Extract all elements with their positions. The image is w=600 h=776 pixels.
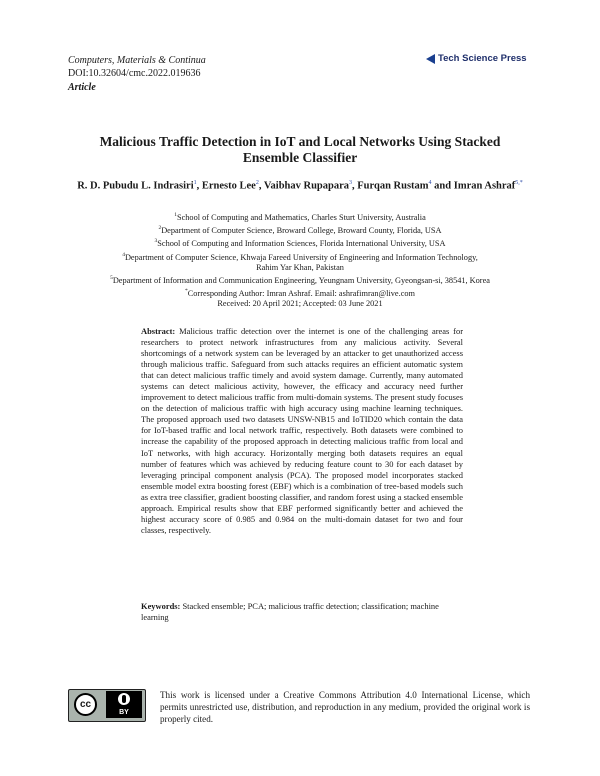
author-list: R. D. Pubudu L. Indrasiri$^1$, Ernesto Lee$^2$, Vaibhav Rupapara$^3$, Furqan Rustam$^4$ and Imran Ashraf$^{5,*}$ xyxy=(77,180,523,192)
doi[interactable]: DOI:10.32604/cmc.2022.019636 xyxy=(68,68,201,79)
affil-mark: 1 xyxy=(174,212,177,218)
author-affil-mark[interactable]: 5,* xyxy=(515,180,523,186)
affil-mark: 4 xyxy=(122,251,125,258)
affil-text: School of Computing and Mathematics, Charles Sturt University, Australia xyxy=(176,212,426,222)
license-text: This work is licensed under a Creative Commons Attribution 4.0 International License, which permits unrestricted use, distribution, and reproduction in any medium, provided the original work is properly cited. xyxy=(160,690,530,724)
abstract-label: Abstract: xyxy=(141,326,176,336)
affil-text: School of Computing and Information Sciences, Florida International University, USA xyxy=(157,239,446,249)
author-affil-mark[interactable]: 2 xyxy=(255,180,259,186)
author-name: Vaibhav Rupapara xyxy=(263,180,350,192)
affil-text: Department of Computer Science, Khwaja Fareed University of Engineering and Information Technology, xyxy=(124,252,478,262)
publisher-name: Tech Science Press xyxy=(438,53,527,64)
keywords-label: Keywords: xyxy=(141,601,181,611)
keywords-text: Stacked ensemble; PCA; malicious traffic detection; classification; machine learning xyxy=(141,601,439,623)
abstract-text: Malicious traffic detection over the internet is one of the challenging areas for researchers to protect network infrastructures from any malicious activity. Several shortcomings of a network system can be leveraged by an attacker to get unauthorized access through malicious traffic. Safeguard from such attacks requires an efficient automatic system that can detect malicious traffic timely and avoid system damage. Currently, many automated systems can detect malicious activity, however, the efficacy and accuracy need further improvement to detect malicious traffic from multi-domain systems. The present study focuses on the detection of malicious traffic with high accuracy using machine learning techniques. The proposed approach used two datasets UNSW-NB15 and IoTID20 which contain the data for IoT-based traffic and local network traffic, respectively. Both datasets were combined to increase the capability of the proposed approach in detecting malicious traffic from local and IoT networks, with high accuracy. Horizontally merging both datasets requires an equal number of features which was achieved by reducing feature count to 30 for each dataset by leveraging principal component analysis (PCA). The proposed model incorporates stacked ensemble model extra boosting forest (EBF) which is a combination of tree-based models such as extra tree classifier, gradient boosting classifier, and random forest using a stacked ensemble approach. Empirical results show that EBF performed significantly better and achieved the highest accuracy score of 0.985 and 0.984 on the multi-domain dataset for two and four classes, respectively. xyxy=(141,326,463,535)
by-label: BY xyxy=(119,709,129,716)
affiliation-line xyxy=(60,250,540,263)
article-type: Article xyxy=(68,82,96,93)
affil-text: Rahim Yar Khan, Pakistan xyxy=(256,262,344,272)
affil-mark: 2 xyxy=(158,225,162,232)
affil-mark: 3 xyxy=(154,238,158,245)
affiliation-line xyxy=(60,210,540,223)
publisher-arrow-icon xyxy=(426,54,435,64)
journal-name: Computers, Materials & Continua xyxy=(68,55,206,66)
affil-mark: * xyxy=(185,288,188,295)
affil-text: Received: 20 April 2021; Accepted: 03 June 2021 xyxy=(217,299,383,309)
author-affil-mark[interactable]: 3 xyxy=(349,180,353,186)
received-accepted-dates xyxy=(60,299,540,309)
abstract xyxy=(141,326,463,536)
cc-icon: cc xyxy=(74,693,97,716)
attribution-person-icon xyxy=(118,693,130,705)
affil-text: Department of Computer Science, Broward College, Broward County, Florida, USA xyxy=(161,225,442,235)
author-name: Ernesto Lee xyxy=(201,180,256,192)
title-line: Malicious Traffic Detection in IoT and Local Networks Using Stacked xyxy=(99,134,501,149)
affiliation-line xyxy=(60,236,540,249)
corresponding-author[interactable] xyxy=(60,286,540,299)
title-line: Ensemble Classifier xyxy=(242,150,358,165)
cc-by-badge[interactable] xyxy=(68,689,146,722)
affil-text: Department of Information and Communication Engineering, Yeungnam University, Gyeongsan-si, 38541, Korea xyxy=(112,275,490,285)
author-affil-mark[interactable]: 4 xyxy=(428,180,432,186)
author-name: Furqan Rustam xyxy=(357,180,429,192)
author-name: Imran Ashraf xyxy=(453,180,516,192)
affiliation-line xyxy=(60,273,540,286)
paper-title xyxy=(60,134,540,166)
affiliation-line xyxy=(60,223,540,236)
author-affil-mark[interactable]: 1 xyxy=(193,180,197,186)
author-name: R. D. Pubudu L. Indrasiri xyxy=(77,180,194,192)
affil-text: Corresponding Author: Imran Ashraf. Email: ashrafimran@live.com xyxy=(187,289,415,299)
affil-mark: 5 xyxy=(110,275,113,282)
affiliations xyxy=(60,210,540,310)
publisher-logo xyxy=(426,53,527,64)
affiliation-line xyxy=(60,263,540,273)
keywords xyxy=(141,601,463,623)
